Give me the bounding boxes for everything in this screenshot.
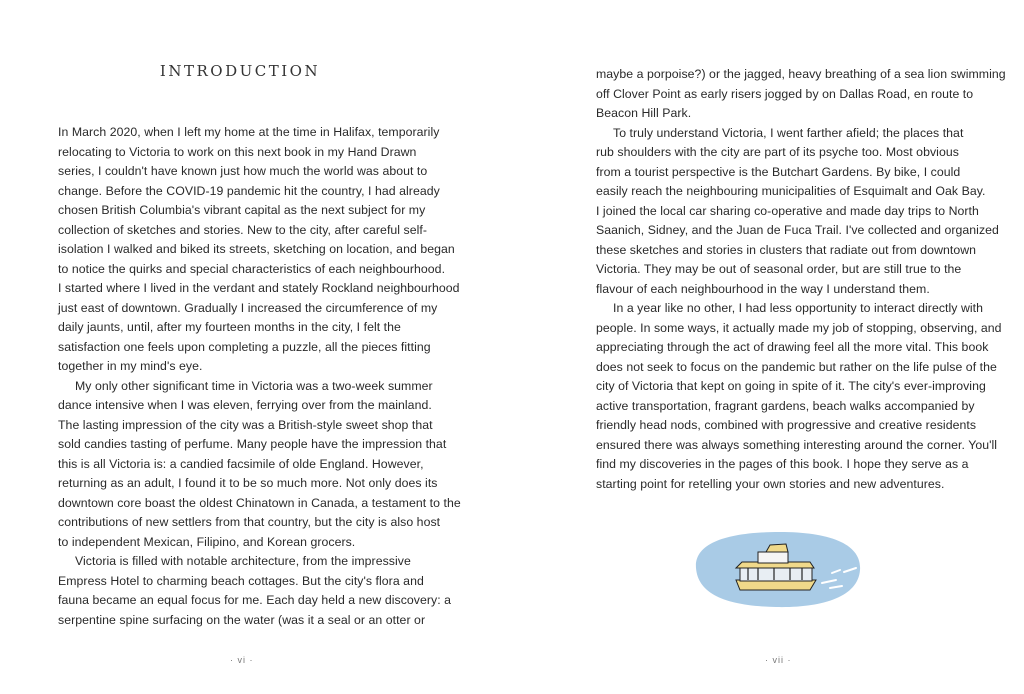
paragraph <box>596 299 1002 494</box>
text-line: together in my mind's eye. <box>58 359 203 373</box>
text-line: serpentine spine surfacing on the water (was it a seal or an otter or <box>58 612 426 627</box>
text-line: contributions of new settlers from that country, but the city is also host <box>58 515 441 529</box>
right-page <box>512 0 1024 694</box>
text-line: downtown core boast the oldest Chinatown in Canada, a testament to the <box>58 495 461 510</box>
paragraph <box>596 65 1006 124</box>
text-line: active transportation, fragrant gardens, beach walks accompanied by <box>596 398 975 413</box>
page-number: · vii · <box>765 655 792 665</box>
text-line: ensured there was always something interesting around the corner. You'll <box>596 437 998 452</box>
text-line: maybe a porpoise?) or the jagged, heavy breathing of a sea lion swimming <box>596 67 1006 81</box>
text-line: Victoria is filled with notable architecture, from the impressive <box>75 554 411 568</box>
text-line: isolation I walked and biked its streets, sketching on location, and began <box>58 242 455 256</box>
text-line: people. In some ways, it actually made my job of stopping, observing, and <box>596 320 1002 335</box>
text-line: returning as an adult, I found it to be so much more. Not only does its <box>58 476 438 490</box>
text-line: rub shoulders with the city are part of its psyche too. Most obvious <box>596 145 959 159</box>
ferry-illustration <box>690 528 864 610</box>
page-number: · vi · <box>230 655 254 665</box>
paragraph <box>596 124 999 300</box>
text-line: does not seek to focus on the pandemic but rather on the life pulse of the <box>596 359 997 374</box>
text-line: daily jaunts, until, after my fourteen months in the city, I felt the <box>58 320 401 334</box>
right-text-column <box>596 65 1006 494</box>
text-line: collection of sketches and stories. New to the city, after careful self- <box>58 222 428 237</box>
text-line: flavour of each neighbourhood in the way I understand them. <box>596 281 930 296</box>
text-line: Saanich, Sidney, and the Juan de Fuca Trail. I've collected and organized <box>596 223 999 237</box>
text-line: My only other significant time in Victoria was a two-week summer <box>75 378 433 393</box>
text-line: friendly head nods, combined with progressive and creative residents <box>596 418 977 432</box>
chapter-title: INTRODUCTION <box>159 62 321 80</box>
text-line: chosen British Columbia's vibrant capital as the next subject for my <box>58 203 426 217</box>
text-line: relocating to Victoria to work on this next book in my Hand Drawn <box>58 144 417 159</box>
text-line: city of Victoria that kept on going in spite of it. The city's ever-improving <box>596 379 986 393</box>
text-line: appreciating through the act of drawing feel all the more vital. This book <box>596 340 989 354</box>
text-line: just east of downtown. Gradually I increased the circumference of my <box>58 300 438 315</box>
text-line: to independent Mexican, Filipino, and Korean grocers. <box>58 534 356 549</box>
paragraph <box>58 123 460 377</box>
text-line: satisfaction one feels upon completing a puzzle, all the pieces fitting <box>58 339 431 354</box>
text-line: series, I couldn't have known just how much the world was about to <box>58 164 428 178</box>
paragraph <box>58 552 452 630</box>
text-line: starting point for retelling your own stories and new adventures. <box>596 476 945 491</box>
text-line: find my discoveries in the pages of this book. I hope they serve as a <box>596 457 969 471</box>
text-line: dance intensive when I was eleven, ferrying over from the mainland. <box>58 398 432 412</box>
text-line: In March 2020, when I left my home at the time in Halifax, temporarily <box>58 125 440 139</box>
text-line: off Clover Point as early risers jogged by on Dallas Road, en route to <box>596 86 974 101</box>
text-line: To truly understand Victoria, I went farther afield; the places that <box>613 125 964 140</box>
text-line: fauna became an equal focus for me. Each day held a new discovery: a <box>58 593 452 607</box>
text-line: Victoria. They may be out of seasonal order, but are still true to the <box>596 262 962 276</box>
text-line: I started where I lived in the verdant and stately Rockland neighbourhood <box>58 281 460 295</box>
text-line: In a year like no other, I had less opportunity to interact directly with <box>613 301 984 315</box>
text-line: Beacon Hill Park. <box>596 106 692 120</box>
left-text-column <box>58 123 461 630</box>
text-line: change. Before the COVID-19 pandemic hit the country, I had already <box>58 183 440 198</box>
text-line: The lasting impression of the city was a British-style sweet shop that <box>58 417 433 432</box>
text-line: from a tourist perspective is the Butchart Gardens. By bike, I could <box>596 164 961 179</box>
paragraph <box>58 377 461 553</box>
text-line: these sketches and stories in clusters that radiate out from downtown <box>596 242 977 257</box>
text-line: Empress Hotel to charming beach cottages. But the city's flora and <box>58 573 424 588</box>
text-line: I joined the local car sharing co-operative and made day trips to North <box>596 203 979 218</box>
text-line: sold candies tasting of perfume. Many people have the impression that <box>58 437 447 451</box>
text-line: to notice the quirks and special characteristics of each neighbourhood. <box>58 261 446 276</box>
text-line: easily reach the neighbouring municipalities of Esquimalt and Oak Bay. <box>596 184 986 198</box>
text-line: this is all Victoria is: a candied facsimile of olde England. However, <box>58 456 424 471</box>
